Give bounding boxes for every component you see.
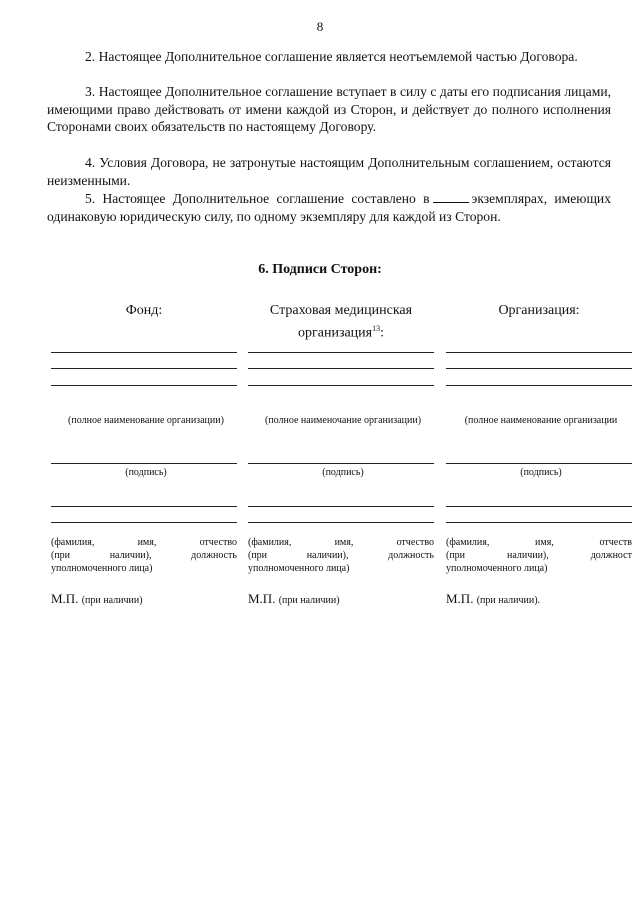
org-name-note: (полное наименование организации) [68,415,224,426]
fio-line [446,522,632,523]
signature-line [446,463,632,464]
org-line [248,368,434,369]
signature-line [248,463,434,464]
page-number: 8 [316,19,324,34]
signature-note: (подпись) [125,467,167,478]
signature-note: (подпись) [520,467,562,478]
org-line [51,352,237,353]
org-line [248,352,434,353]
fio-note: (фамилия, имя, отчество (при наличии), должность уполномоченного лица) [51,537,237,574]
fio-line [248,522,434,523]
signature-line [51,463,237,464]
stamp-place: М.П. (при наличии) [248,591,340,606]
section-title: 6. Подписи Сторон: [258,262,382,277]
org-line [51,385,237,386]
copies-blank [433,191,469,203]
paragraph-2-text: 2. Настоящее Дополнительное соглашение является неотъемлемой частью Договора. [85,49,578,64]
paragraph-2 [47,48,611,66]
column-heading: Фонд: [125,303,163,318]
signature-column-fund [51,300,237,606]
paragraph-5 [47,190,611,225]
column-heading: Организация: [498,303,580,318]
paragraph-4 [47,154,611,189]
signature-column-organization [446,300,632,606]
org-name-note: (полное наименочание организации) [264,415,422,426]
fio-line [51,522,237,523]
stamp-place: М.П. (при наличии). [446,591,541,606]
column-heading: Страховая медицинская организация$^{13}$: [269,303,413,341]
stamp-place: М.П. (при наличии) [51,591,143,606]
fio-line [248,506,434,507]
org-name-note: (полное наименование организации [464,415,618,426]
signature-note: (подпись) [322,467,364,478]
paragraph-3 [47,83,611,136]
paragraph-5-text-a: 5. Настоящее Дополнительное соглашение составлено в [85,191,430,206]
fio-line [51,506,237,507]
org-line [248,385,434,386]
paragraph-5-text-b: экземплярах, имеющих одинаковую юридическую силу, по одному экземпляру для каждой из Сторон. [47,191,611,224]
org-line [446,368,632,369]
org-line [446,385,632,386]
fio-line [446,506,632,507]
signature-column-insurer [248,300,434,606]
org-line [446,352,632,353]
paragraph-3-text: 3. Настоящее Дополнительное соглашение вступает в силу с даты его подписания лицами, имеющими право действовать от имени каждой из Сторон, и действует до полного исполнения Сторонами своих обязательств по настоящему Договору. [47,84,611,134]
fio-note: (фамилия, имя, отчеств (при наличии), должност уполномоченного лица) [446,537,632,574]
fio-note: (фамилия, имя, отчество (при наличии), должность уполномоченного лица) [248,537,434,574]
org-line [51,368,237,369]
paragraph-4-text: 4. Условия Договора, не затронутые настоящим Дополнительным соглашением, остаются неизменными. [47,155,611,188]
